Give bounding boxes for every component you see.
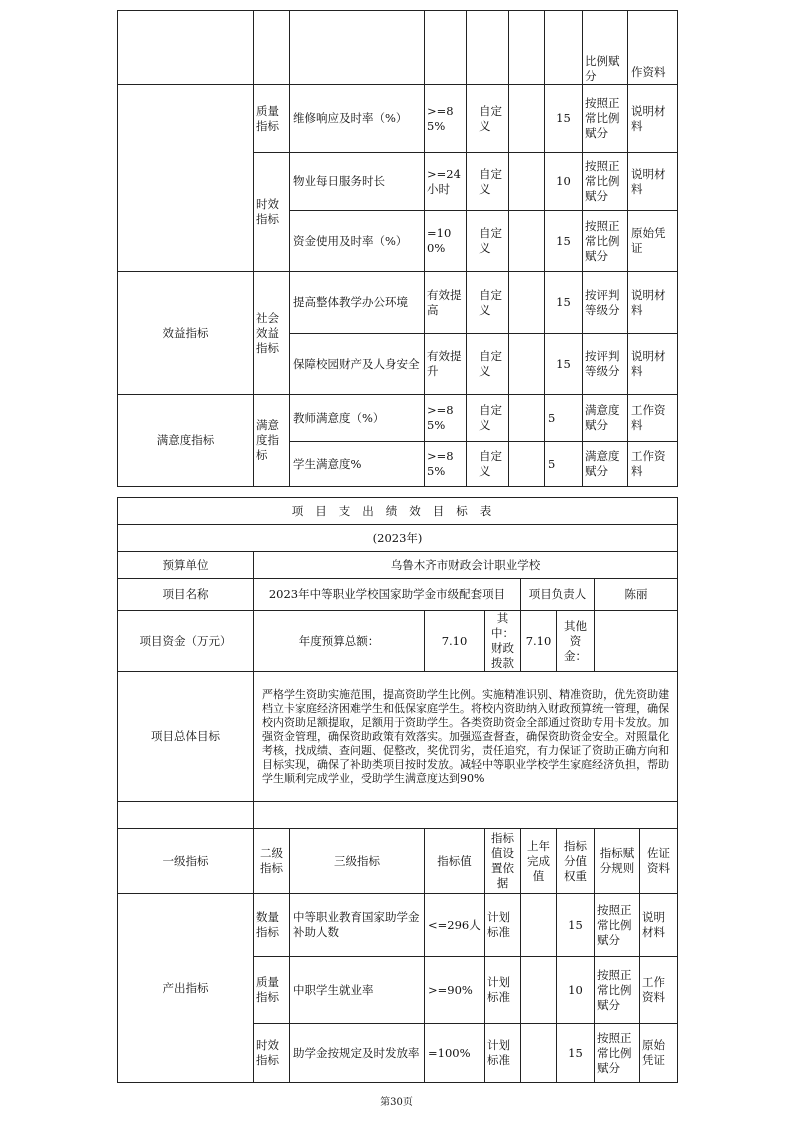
annual-budget-label: 年度预算总额： — [254, 611, 425, 672]
weight-cell: 5 — [545, 442, 583, 487]
evidence-cell: 工作资料 — [640, 957, 678, 1024]
level2-cell: 数量指标 — [254, 894, 290, 957]
target-value-cell: >=90% — [425, 957, 485, 1024]
performance-target-form — [117, 497, 678, 1083]
table-header-row — [118, 829, 678, 894]
weight-cell: 15 — [557, 1024, 595, 1083]
basis-cell: 自定义 — [467, 153, 509, 211]
level3-cell: 教师满意度（%） — [290, 395, 425, 442]
indicator-table-continued — [117, 10, 678, 487]
table-row — [118, 272, 678, 334]
prev-value-cell — [521, 894, 557, 957]
weight-cell: 15 — [545, 334, 583, 395]
target-value-cell: >=85% — [425, 85, 467, 153]
header-level2: 二级指标 — [254, 829, 290, 894]
level3-cell: 助学金按规定及时发放率 — [290, 1024, 425, 1083]
table-row — [118, 579, 678, 611]
basis-cell: 计划标准 — [485, 1024, 521, 1083]
evidence-cell: 说明材料 — [628, 153, 678, 211]
basis-cell: 自定义 — [467, 442, 509, 487]
evidence-cell: 说明材料 — [628, 334, 678, 395]
target-value-cell: >=24小时 — [425, 153, 467, 211]
level2-cell: 质量指标 — [254, 957, 290, 1024]
scoring-rule-cell: 满意度赋分 — [583, 442, 628, 487]
target-value-cell: =100% — [425, 211, 467, 272]
project-name-label: 项目名称 — [118, 579, 254, 611]
other-funds-label: 其他资金： — [557, 611, 595, 672]
weight-cell: 10 — [557, 957, 595, 1024]
page-number: 第30页 — [380, 1097, 413, 1108]
level3-cell: 资金使用及时率（%） — [290, 211, 425, 272]
basis-cell: 自定义 — [467, 85, 509, 153]
prev-value-cell — [509, 211, 545, 272]
level3-cell: 学生满意度% — [290, 442, 425, 487]
level2-cell: 时效指标 — [254, 153, 290, 272]
prev-value-cell — [509, 442, 545, 487]
target-value-cell: 有效提升 — [425, 334, 467, 395]
evidence-cell: 原始凭证 — [628, 211, 678, 272]
header-level1: 一级指标 — [118, 829, 254, 894]
annual-budget-value: 7.10 — [425, 611, 485, 672]
level3-cell: 提高整体教学办公环境 — [290, 272, 425, 334]
basis-cell: 计划标准 — [485, 894, 521, 957]
target-value-cell: >=85% — [425, 395, 467, 442]
scoring-rule-cell: 按评判等级分 — [583, 334, 628, 395]
form-title: 项目支出绩效目标表 — [118, 498, 678, 525]
header-scoring-rule: 指标赋分规则 — [595, 829, 640, 894]
weight-cell: 10 — [545, 153, 583, 211]
prev-value-cell — [509, 153, 545, 211]
scoring-rule-cell: 按照正常比例赋分 — [583, 211, 628, 272]
evidence-cell: 工作资料 — [628, 395, 678, 442]
project-leader-value: 陈丽 — [595, 579, 678, 611]
level1-cell: 产出指标 — [118, 894, 254, 1083]
prev-value-cell — [521, 1024, 557, 1083]
scoring-rule-cell: 按评判等级分 — [583, 272, 628, 334]
level3-cell: 中等职业教育国家助学金补助人数 — [290, 894, 425, 957]
prev-value-cell — [509, 85, 545, 153]
prev-value-cell — [509, 272, 545, 334]
table-row — [118, 552, 678, 579]
scoring-rule-cell: 按照正常比例赋分 — [595, 894, 640, 957]
project-fund-label: 项目资金（万元） — [118, 611, 254, 672]
project-name-value: 2023年中等职业学校国家助学金市级配套项目 — [254, 579, 521, 611]
level3-cell: 保障校园财产及人身安全 — [290, 334, 425, 395]
level1-cell: 满意度指标 — [118, 395, 254, 487]
scoring-rule-cell: 按照正常比例赋分 — [595, 1024, 640, 1083]
basis-cell: 自定义 — [467, 211, 509, 272]
scoring-rule-cell: 按照正常比例赋分 — [583, 153, 628, 211]
level1-cell — [118, 85, 254, 272]
weight-cell: 15 — [557, 894, 595, 957]
level3-cell: 维修响应及时率（%） — [290, 85, 425, 153]
basis-cell: 自定义 — [467, 395, 509, 442]
weight-cell: 15 — [545, 272, 583, 334]
level2-cell: 社会效益指标 — [254, 272, 290, 395]
table-row — [118, 802, 678, 829]
basis-cell: 自定义 — [467, 334, 509, 395]
evidence-cell: 原始凭证 — [640, 1024, 678, 1083]
overall-goal-label: 项目总体目标 — [118, 672, 254, 802]
level2-cell: 时效指标 — [254, 1024, 290, 1083]
header-basis: 指标值设置依据 — [485, 829, 521, 894]
table-row — [118, 525, 678, 552]
table-row — [118, 395, 678, 442]
target-value-cell: <=296人 — [425, 894, 485, 957]
scoring-rule-cell: 比例赋分 — [583, 11, 628, 85]
evidence-cell: 说明材料 — [628, 85, 678, 153]
table-row — [118, 894, 678, 957]
level2-cell: 质量指标 — [254, 85, 290, 153]
prev-value-cell — [509, 334, 545, 395]
header-prev-value: 上年完成值 — [521, 829, 557, 894]
header-evidence: 佐证资料 — [640, 829, 678, 894]
prev-value-cell — [509, 395, 545, 442]
project-leader-label: 项目负责人 — [521, 579, 595, 611]
level1-cell: 效益指标 — [118, 272, 254, 395]
level3-cell: 物业每日服务时长 — [290, 153, 425, 211]
header-target: 指标值 — [425, 829, 485, 894]
target-value-cell: =100% — [425, 1024, 485, 1083]
evidence-cell: 说明材料 — [628, 272, 678, 334]
weight-cell: 15 — [545, 211, 583, 272]
weight-cell: 5 — [545, 395, 583, 442]
scoring-rule-cell: 按照正常比例赋分 — [583, 85, 628, 153]
target-value-cell: 有效提高 — [425, 272, 467, 334]
basis-cell: 计划标准 — [485, 957, 521, 1024]
fiscal-allocation-value: 7.10 — [521, 611, 557, 672]
basis-cell: 自定义 — [467, 272, 509, 334]
evidence-cell: 说明材料 — [640, 894, 678, 957]
overall-goal-text: 严格学生资助实施范围，提高资助学生比例。实施精准识别、精准资助，优先资助建档立卡家庭经济困难学生和低保家庭学生。将校内资助纳入财政预算统一管理，确保校内资助足额提取，足额用于资助学生。各类资助资金全部通过资助专用卡发放。加强资金管理，确保资助政策有效落实。加强巡查督查，确保资助资金安全。对照量化考核，找成绩、查问题、促整改，奖优罚劣，责任追究，有力保证了资助正确方向和目标实现，确保了补助类项目按时发放。减轻中等职业学校学生家庭经济负担，帮助学生顺利完成学业，受助学生满意度达到90% — [254, 672, 678, 802]
form-year: (2023年) — [118, 525, 678, 552]
table-row — [118, 672, 678, 802]
evidence-cell: 工作资料 — [628, 442, 678, 487]
header-weight: 指标分值权重 — [557, 829, 595, 894]
header-level3: 三级指标 — [290, 829, 425, 894]
table-row — [118, 11, 678, 85]
budget-unit-label: 预算单位 — [118, 552, 254, 579]
table-row — [118, 498, 678, 525]
scoring-rule-cell: 按照正常比例赋分 — [595, 957, 640, 1024]
level2-cell: 满意度指标 — [254, 395, 290, 487]
budget-unit-value: 乌鲁木齐市财政会计职业学校 — [254, 552, 678, 579]
table-row — [118, 85, 678, 153]
weight-cell: 15 — [545, 85, 583, 153]
fiscal-allocation-label: 其中：财政拨款 — [485, 611, 521, 672]
evidence-cell: 作资料 — [628, 11, 678, 85]
target-value-cell: >=85% — [425, 442, 467, 487]
other-funds-value — [595, 611, 678, 672]
table-row — [118, 611, 678, 672]
prev-value-cell — [521, 957, 557, 1024]
scoring-rule-cell: 满意度赋分 — [583, 395, 628, 442]
level3-cell: 中职学生就业率 — [290, 957, 425, 1024]
